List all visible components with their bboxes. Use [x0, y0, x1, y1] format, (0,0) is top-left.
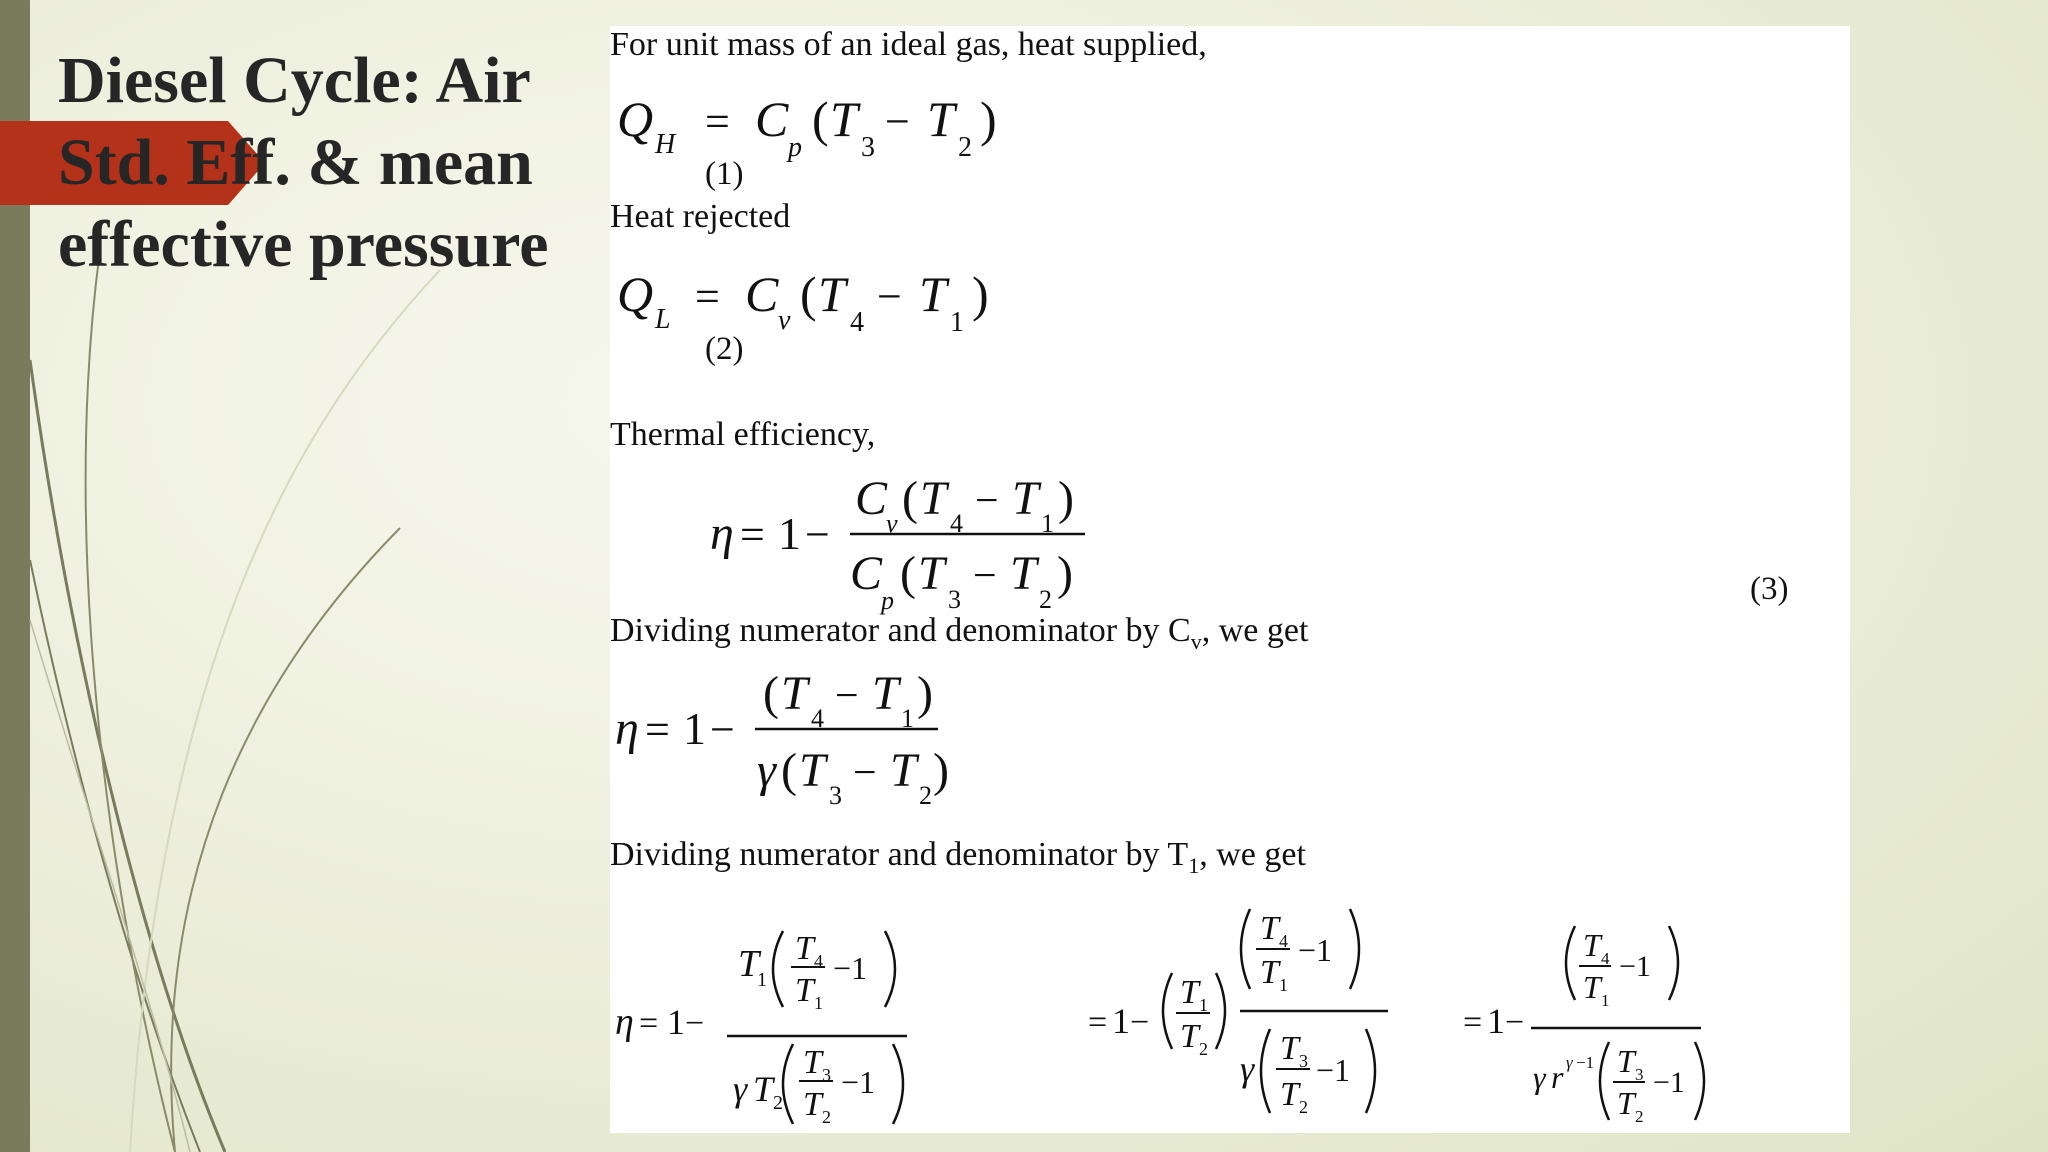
svg-text:T: T: [830, 91, 858, 147]
svg-text:γ: γ: [1566, 1053, 1573, 1072]
svg-text:1: 1: [1601, 991, 1610, 1010]
svg-text:3: 3: [829, 781, 842, 810]
svg-text:2: 2: [919, 781, 932, 810]
svg-text:4: 4: [1279, 931, 1288, 951]
svg-text:T: T: [927, 91, 955, 147]
divide-by-t1-main: Dividing numerator and denominator by T: [610, 836, 1189, 873]
svg-text:T: T: [1260, 910, 1279, 947]
svg-text:4: 4: [811, 704, 824, 733]
svg-text:C: C: [855, 472, 888, 525]
slide-title: Diesel Cycle: Air Std. Eff. & mean effective pressure: [58, 44, 549, 281]
svg-text:−1: −1: [1316, 1052, 1351, 1088]
svg-text:η: η: [710, 507, 734, 560]
svg-text:L: L: [655, 304, 671, 335]
svg-text:η: η: [615, 1001, 634, 1043]
svg-text:−1: −1: [1653, 1066, 1685, 1099]
svg-text:2: 2: [1635, 1107, 1644, 1126]
svg-text:=: =: [639, 1005, 659, 1042]
svg-text:T: T: [919, 266, 947, 322]
svg-text:−: −: [885, 97, 910, 146]
svg-text:3: 3: [822, 1065, 831, 1085]
svg-text:4: 4: [1601, 949, 1610, 968]
svg-text:1: 1: [667, 1002, 685, 1042]
svg-text:1: 1: [1199, 995, 1208, 1015]
svg-text:−: −: [835, 673, 859, 719]
divide-by-cv-main: Dividing numerator and denominator by C: [610, 612, 1191, 649]
svg-text:−1: −1: [1298, 932, 1333, 968]
equation-number-1: (1): [705, 156, 744, 192]
svg-text:=: =: [740, 510, 765, 559]
svg-text:4: 4: [814, 951, 823, 971]
svg-text:−: −: [853, 750, 877, 796]
svg-text:=: =: [705, 97, 730, 146]
divide-by-t1-text: [610, 836, 1306, 879]
svg-text:C: C: [745, 266, 779, 322]
svg-text:T: T: [918, 547, 945, 600]
svg-text:v: v: [778, 305, 791, 336]
svg-text:T: T: [753, 1069, 774, 1109]
svg-text:γ: γ: [1240, 1049, 1255, 1089]
svg-text:p: p: [788, 132, 802, 163]
svg-text:1: 1: [814, 993, 823, 1013]
efficiency-ratio-equation-2: [1088, 881, 1428, 1131]
svg-text:γ: γ: [733, 1069, 748, 1109]
svg-text:=: =: [645, 705, 670, 754]
svg-text:−1: −1: [1576, 1053, 1595, 1072]
svg-text:T: T: [795, 972, 814, 1009]
svg-text:−: −: [877, 272, 902, 321]
svg-text:−1: −1: [1619, 950, 1651, 983]
svg-text:T: T: [1583, 969, 1601, 1005]
svg-text:−: −: [1130, 1004, 1150, 1041]
svg-text:γ: γ: [757, 744, 776, 797]
svg-text:1: 1: [950, 307, 964, 338]
svg-text:T: T: [795, 930, 814, 967]
svg-text:): ): [972, 266, 989, 322]
svg-text:2: 2: [958, 132, 972, 163]
svg-text:p: p: [881, 586, 894, 615]
efficiency-gamma-equation: [615, 651, 949, 816]
svg-text:4: 4: [950, 509, 963, 538]
svg-text:): ): [980, 91, 997, 147]
svg-text:): ): [917, 667, 933, 720]
svg-text:3: 3: [861, 132, 875, 163]
we-get-2: , we get: [1199, 836, 1306, 873]
svg-text:4: 4: [850, 307, 864, 338]
efficiency-ratio-equation-3: [1463, 906, 1753, 1126]
svg-text:T: T: [818, 266, 846, 322]
we-get-1: , we get: [1201, 612, 1309, 649]
svg-text:T: T: [803, 1086, 822, 1123]
svg-text:Q: Q: [617, 91, 654, 147]
svg-text:T: T: [803, 1044, 822, 1081]
svg-text:T: T: [738, 943, 760, 985]
svg-text:(: (: [900, 547, 916, 600]
svg-text:T: T: [1617, 1043, 1635, 1079]
svg-text:2: 2: [773, 1092, 783, 1114]
heat-rejected-text: Heat rejected: [610, 198, 791, 235]
svg-text:(: (: [800, 266, 817, 322]
cv-subscript: v: [1190, 628, 1202, 654]
svg-text:2: 2: [822, 1107, 831, 1127]
svg-text:1: 1: [1487, 1001, 1505, 1041]
svg-text:2: 2: [1299, 1097, 1308, 1117]
svg-text:=: =: [695, 272, 720, 321]
svg-text:(: (: [812, 91, 829, 147]
svg-text:(: (: [763, 667, 779, 720]
svg-text:3: 3: [1635, 1065, 1644, 1084]
heat-rejected-equation: [615, 251, 1035, 336]
t1-subscript: 1: [1188, 852, 1200, 878]
svg-text:T: T: [872, 667, 899, 720]
svg-text:v: v: [886, 509, 898, 538]
svg-text:−1: −1: [833, 950, 868, 986]
svg-text:3: 3: [948, 585, 961, 614]
svg-text:T: T: [781, 667, 808, 720]
svg-text:−: −: [1505, 1004, 1525, 1041]
svg-text:=: =: [1088, 1004, 1108, 1041]
svg-text:T: T: [890, 744, 917, 797]
svg-text:−1: −1: [841, 1064, 876, 1100]
intro-text: For unit mass of an ideal gas, heat supplied,: [610, 26, 1207, 63]
svg-text:(: (: [781, 744, 797, 797]
svg-text:3: 3: [1299, 1051, 1308, 1071]
svg-text:T: T: [920, 472, 947, 525]
svg-text:T: T: [1260, 954, 1279, 991]
thermal-efficiency-equation: [710, 456, 1110, 621]
svg-text:1: 1: [901, 704, 914, 733]
svg-text:T: T: [1010, 547, 1037, 600]
svg-text:): ): [1058, 472, 1074, 525]
heat-supplied-equation: [615, 76, 1035, 161]
svg-text:1: 1: [1041, 509, 1054, 538]
divide-by-cv-text: [610, 612, 1308, 655]
svg-text:1: 1: [683, 703, 706, 754]
svg-text:T: T: [1617, 1085, 1635, 1121]
thermal-efficiency-text: Thermal efficiency,: [610, 416, 876, 453]
svg-text:1: 1: [1112, 1001, 1130, 1041]
svg-text:(: (: [902, 472, 918, 525]
svg-text:−: −: [685, 1005, 705, 1042]
svg-text:): ): [1057, 547, 1073, 600]
svg-text:−: −: [973, 553, 997, 599]
svg-text:T: T: [1180, 974, 1199, 1011]
svg-text:T: T: [1280, 1076, 1299, 1113]
equation-number-3: (3): [1750, 571, 1789, 607]
svg-text:T: T: [1180, 1018, 1199, 1055]
svg-text:T: T: [1583, 927, 1601, 963]
svg-text:=: =: [1463, 1004, 1483, 1041]
svg-text:): ): [933, 744, 949, 797]
svg-text:1: 1: [757, 969, 767, 991]
svg-text:1: 1: [1279, 975, 1288, 995]
svg-text:γ: γ: [1533, 1059, 1546, 1095]
svg-text:T: T: [799, 744, 826, 797]
svg-text:C: C: [850, 547, 883, 600]
equation-number-2: (2): [705, 331, 744, 367]
svg-text:H: H: [655, 129, 676, 160]
svg-text:T: T: [1012, 472, 1039, 525]
svg-text:2: 2: [1199, 1039, 1208, 1059]
svg-text:T: T: [1280, 1030, 1299, 1067]
svg-text:r: r: [1551, 1059, 1564, 1095]
svg-text:2: 2: [1039, 585, 1052, 614]
svg-text:−: −: [805, 510, 830, 559]
svg-text:1: 1: [778, 508, 801, 559]
equation-panel: [610, 26, 1850, 1133]
svg-text:Q: Q: [617, 266, 654, 322]
svg-text:C: C: [755, 91, 789, 147]
svg-text:−: −: [710, 705, 735, 754]
svg-text:η: η: [615, 702, 639, 755]
efficiency-ratio-equation-1: [615, 901, 925, 1131]
svg-text:−: −: [975, 478, 999, 524]
